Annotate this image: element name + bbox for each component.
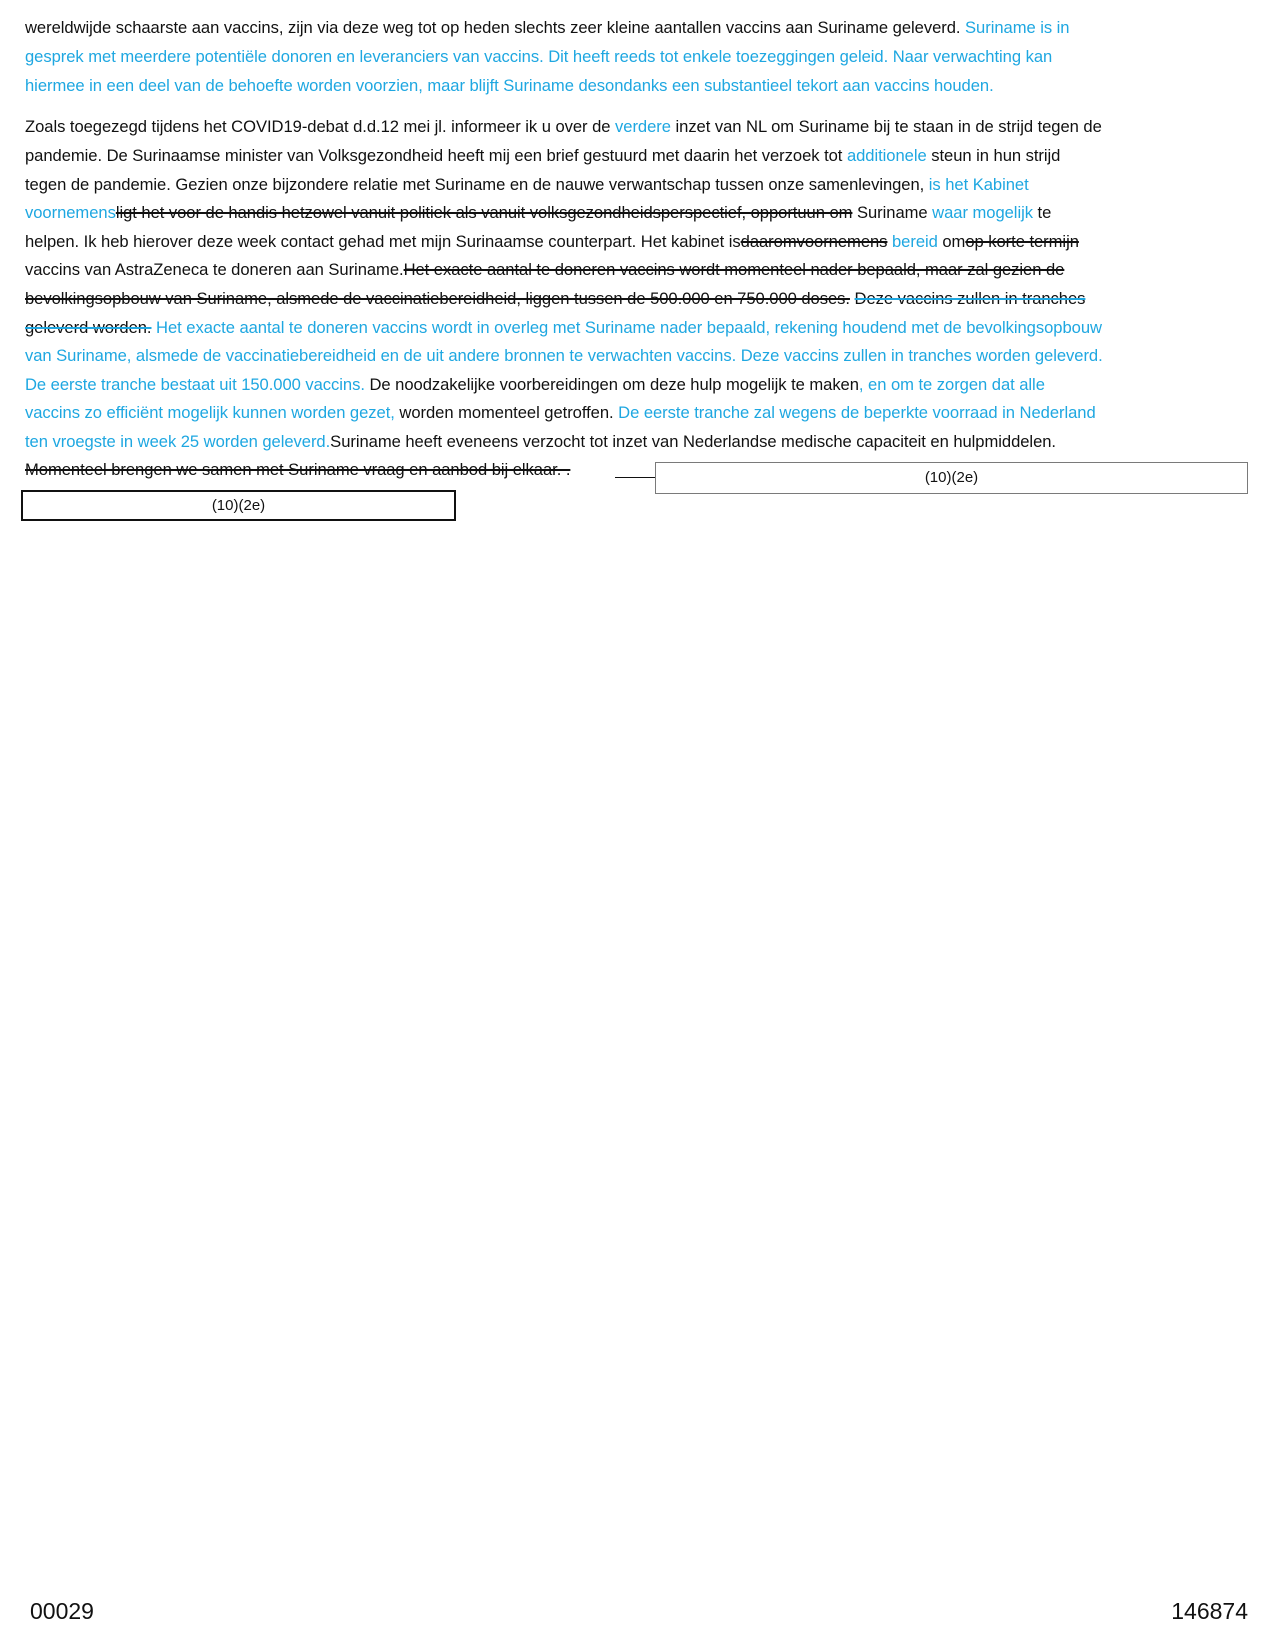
- text-line: [25, 375, 1045, 395]
- inserted-text: Suriname is in: [965, 18, 1070, 37]
- inserted-text: waar mogelijk: [932, 203, 1033, 222]
- inserted-text: is het Kabinet: [928, 175, 1029, 194]
- inserted-text: ten vroegste in week 25 worden geleverd.: [25, 432, 331, 451]
- body-text: inzet van NL om Suriname bij te staan in de strijd tegen de: [670, 117, 1102, 136]
- body-text: worden momenteel getroffen.: [394, 403, 619, 422]
- body-text: Zoals toegezegd tijdens het COVID19-debat d.d.12 mei jl. informeer ik u over de: [25, 117, 616, 136]
- deleted-text: geleverd worden.: [25, 318, 152, 337]
- text-line: [25, 289, 1085, 309]
- text-line: [25, 460, 570, 480]
- page-number-left: 00029: [30, 1598, 94, 1624]
- deleted-text: ligt het voor de handis hetzowel vanuit politiek als vanuit volksgezondheidsperspectief, opportuun om: [115, 203, 853, 222]
- inserted-text: gesprek met meerdere potentiële donoren en leveranciers van vaccins. Dit heeft reeds tot enkele toezeggingen geleid. Naar verwachting kan: [25, 47, 1053, 66]
- inserted-text: verdere: [615, 117, 671, 136]
- inserted-text: , en om te zorgen dat alle: [858, 375, 1045, 394]
- document-id-right: 146874: [1171, 1598, 1248, 1624]
- text-line: [25, 203, 1051, 223]
- text-line: [25, 403, 1096, 423]
- inserted-text: additionele: [846, 146, 927, 165]
- inserted-text: bereid: [891, 232, 938, 251]
- text-line: [25, 346, 1103, 366]
- text-line: [25, 318, 1102, 338]
- deleted-text: daaromvoornemens: [740, 232, 888, 251]
- text-line: [25, 47, 1052, 67]
- redaction-connector-line: [615, 477, 655, 478]
- text-line: [25, 432, 1056, 452]
- text-line: [25, 76, 994, 96]
- body-text: De noodzakelijke voorbereidingen om deze hulp mogelijk te maken: [364, 375, 859, 394]
- text-line: [25, 117, 1102, 137]
- deleted-text: op korte termijn: [965, 232, 1079, 251]
- text-line: [25, 175, 1029, 195]
- inserted-text: van Suriname, alsmede de vaccinatiebereidheid en de uit andere bronnen te verwachten vaccins. Deze vaccins zullen in tranches worden geleverd.: [25, 346, 1103, 365]
- inserted-text: De eerste tranche zal wegens de beperkte voorraad in Nederland: [618, 403, 1096, 422]
- deleted-text: Deze vaccins zullen in tranches: [854, 289, 1086, 308]
- text-line: [25, 146, 1060, 166]
- body-text: tegen de pandemie. Gezien onze bijzondere relatie met Suriname en de nauwe verwantschap tussen onze samenlevingen,: [25, 175, 929, 194]
- body-text: Suriname: [852, 203, 933, 222]
- redaction-box: (10)(2e): [21, 490, 456, 521]
- body-text: te: [1032, 203, 1052, 222]
- deleted-text: Momenteel brengen we samen met Suriname vraag en aanbod bij elkaar. .: [25, 460, 571, 479]
- body-text: pandemie. De Surinaamse minister van Volksgezondheid heeft mij een brief gestuurd met daarin het verzoek tot: [25, 146, 847, 165]
- text-line: [25, 232, 1079, 252]
- body-text: om: [937, 232, 966, 251]
- inserted-text: voornemens: [25, 203, 116, 222]
- text-line: [25, 260, 1064, 280]
- body-text: Suriname heeft eveneens verzocht tot inzet van Nederlandse medische capaciteit en hulpmiddelen.: [330, 432, 1056, 451]
- deleted-text: bevolkingsopbouw van Suriname, alsmede de vaccinatiebereidheid, liggen tussen de 500.000 en 750.000 doses.: [25, 289, 850, 308]
- deleted-text: Het exacte aantal te doneren vaccins wordt momenteel nader bepaald, maar zal gezien de: [403, 260, 1065, 279]
- body-text: helpen. Ik heb hierover deze week contact gehad met mijn Surinaamse counterpart. Het kabinet is: [25, 232, 741, 251]
- body-text: steun in hun strijd: [926, 146, 1061, 165]
- inserted-text: De eerste tranche bestaat uit 150.000 vaccins.: [25, 375, 365, 394]
- inserted-text: hiermee in een deel van de behoefte worden voorzien, maar blijft Suriname desondanks een substantieel tekort aan vaccins houden.: [25, 76, 994, 95]
- redaction-box: (10)(2e): [655, 462, 1248, 494]
- text-line: [25, 18, 1069, 38]
- inserted-text: Het exacte aantal te doneren vaccins wordt in overleg met Suriname nader bepaald, rekening houdend met de bevolkingsopbouw: [151, 318, 1102, 337]
- body-text: wereldwijde schaarste aan vaccins, zijn via deze weg tot op heden slechts zeer kleine aantallen vaccins aan Suriname geleverd.: [25, 18, 966, 37]
- inserted-text: vaccins zo efficiënt mogelijk kunnen worden gezet,: [25, 403, 395, 422]
- body-text: vaccins van AstraZeneca te doneren aan Suriname.: [25, 260, 404, 279]
